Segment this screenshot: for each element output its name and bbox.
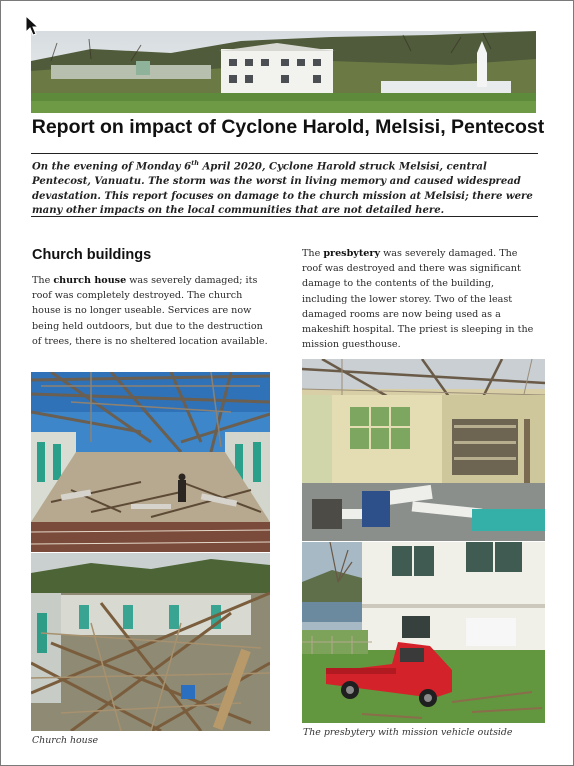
presbytery-exterior-vehicle-photo xyxy=(302,542,545,723)
presbytery-caption: The presbytery with mission vehicle outside xyxy=(303,727,513,738)
presbytery-text-post: was severely damaged. The roof was destroyed and there was significant damage to the contents of the building, including the lower storey. Two of the least damaged rooms are now being used as a makeshift hospital. The priest is sleeping in the mission guesthouse. xyxy=(302,248,534,351)
intro-text-1: On the evening of Monday 6 xyxy=(32,161,192,173)
intro-paragraph xyxy=(32,156,538,219)
church-house-text-pre: The xyxy=(32,275,54,286)
church-house-caption: Church house xyxy=(32,735,99,746)
church-house-paragraph xyxy=(32,273,272,349)
presbytery-bold: presbytery xyxy=(323,248,381,259)
banner-photo xyxy=(31,31,536,113)
presbytery-interior-photo xyxy=(302,359,545,541)
presbytery-paragraph xyxy=(302,246,540,352)
church-house-interior-photo xyxy=(31,372,270,552)
page-title: Report on impact of Cyclone Harold, Melsisi, Pentecost xyxy=(31,116,545,138)
mouse-pointer-icon xyxy=(25,15,39,37)
divider-bottom xyxy=(31,216,538,217)
divider-top xyxy=(31,153,538,154)
church-house-text-post: was severely damaged; its roof was completely destroyed. The church house is no longer useable. Services are now being held outdoors, but due to the destruction of trees, there is no sheltered location available. xyxy=(32,275,268,347)
church-house-bold: church house xyxy=(53,275,127,286)
intro-text-2: April 2020, Cyclone Harold struck Melsisi, central Pentecost, Vanuatu. The storm was the worst in living memory and caused widespread devastation. This report focuses on damage to the church mission at Melsisi; there were many other impacts on the local communities that are not detailed here. xyxy=(32,161,533,217)
section-heading-church-buildings: Church buildings xyxy=(32,247,152,263)
church-house-collapsed-roof-photo xyxy=(31,553,270,731)
presbytery-text-pre: The xyxy=(302,248,324,259)
intro-superscript: th xyxy=(191,159,199,167)
